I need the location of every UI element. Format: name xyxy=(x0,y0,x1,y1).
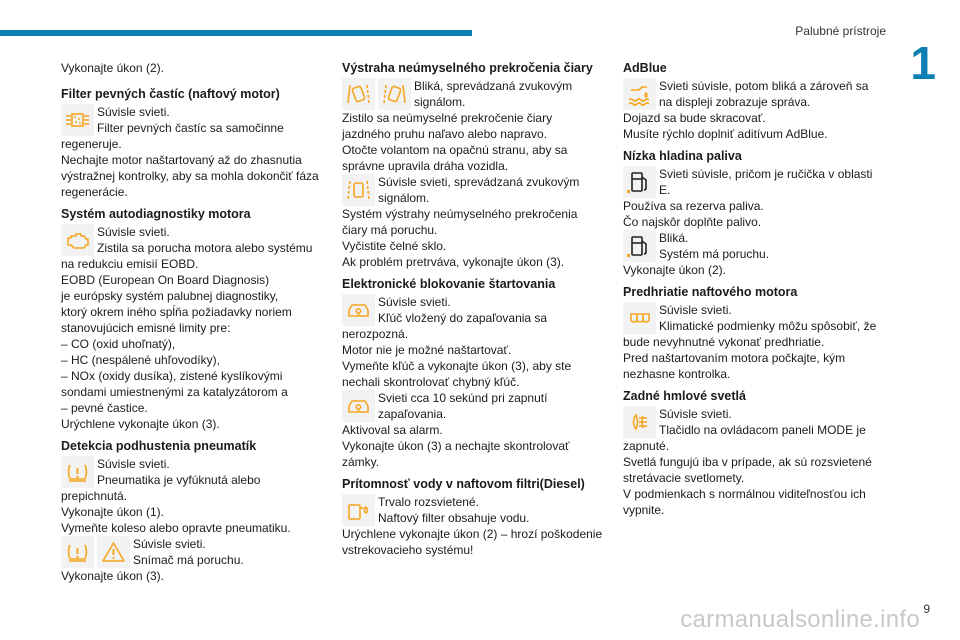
icon-line: Kľúč vložený do zapaľovania sa xyxy=(378,311,548,325)
body-text: – NOx (oxidy dusíka), zistené kyslíkovými xyxy=(61,369,283,383)
icon-line: Súvisle svieti. xyxy=(97,225,170,239)
body-text: správne upravila dráha vozidla. xyxy=(342,159,509,173)
body-text: Vymeňte koleso alebo opravte pneumatiku. xyxy=(61,521,291,535)
icon-row xyxy=(61,536,326,568)
icon-line: Súvisle svieti. xyxy=(133,537,206,551)
body-text: vstrekovacieho systému! xyxy=(342,543,474,557)
body-text: – CO (oxid uhoľnatý), xyxy=(61,337,176,351)
fuel-pump-icon xyxy=(623,166,656,198)
section-title: Filter pevných častíc (naftový motor) xyxy=(61,87,280,101)
icon-line: signálom. xyxy=(414,95,466,109)
body-text: Otočte volantom na opačnú stranu, aby sa xyxy=(342,143,568,157)
body-text: stretávacie svetlomety. xyxy=(623,471,745,485)
icon-line: Súvisle svieti. xyxy=(378,295,451,309)
preheating-icon xyxy=(623,302,656,334)
icon-row xyxy=(342,294,607,326)
icon-line: Súvisle svieti. xyxy=(659,407,732,421)
tyre-pressure-icon xyxy=(61,456,94,488)
body-text: Vykonajte úkon (1). xyxy=(61,505,164,519)
section-title: Nízka hladina paliva xyxy=(623,149,742,163)
body-text: Systém výstrahy neúmyselného prekročenia xyxy=(342,207,578,221)
icon-line: Tlačidlo na ovládacom paneli MODE je xyxy=(659,423,866,437)
icon-line: Snímač má poruchu. xyxy=(133,553,244,567)
icon-row xyxy=(342,78,607,110)
icon-line: Bliká, sprevádzaná zvukovým xyxy=(414,79,573,93)
icon-line: zapaľovania. xyxy=(378,407,447,421)
icon-line: Súvisle svieti. xyxy=(659,303,732,317)
body-text: Vykonajte úkon (2). xyxy=(623,263,726,277)
icon-line: Zistila sa porucha motora alebo systému xyxy=(97,241,313,255)
icon-row xyxy=(342,174,607,206)
body-text: Svetlá fungujú iba v prípade, ak sú rozsvietené xyxy=(623,455,872,469)
water-in-fuel-icon xyxy=(342,494,375,526)
adblue-icon xyxy=(623,78,656,110)
icon-line: Bliká. xyxy=(659,231,689,245)
section-title: Zadné hmlové svetlá xyxy=(623,389,746,403)
body-text: Nechajte motor naštartovaný až do zhasnutia xyxy=(61,153,302,167)
body-text: ktorý okrem iného spĺňa požiadavky noriem xyxy=(61,305,292,319)
body-text: Dojazd sa bude skracovať. xyxy=(623,111,766,125)
fuel-pump-icon xyxy=(623,230,656,262)
body-text: výstražnej kontrolky, aby sa mohla dokončiť fáza xyxy=(61,169,319,183)
icon-line: signálom. xyxy=(378,191,430,205)
icon-line: Svieti cca 10 sekúnd pri zapnutí xyxy=(378,391,548,405)
icon-row xyxy=(61,104,326,136)
body-text: Vymeňte kľúč a vykonajte úkon (3), aby ste xyxy=(342,359,572,373)
body-text: Ak problém pretrváva, vykonajte úkon (3). xyxy=(342,255,565,269)
icon-row xyxy=(61,456,326,488)
icon-line: Trvalo rozsvietené. xyxy=(378,495,479,509)
icon-row xyxy=(623,406,888,438)
icon-line: na displeji zobrazuje správa. xyxy=(659,95,811,109)
icon-row xyxy=(342,494,607,526)
body-text: – HC (nespálené uhľovodíky), xyxy=(61,353,220,367)
body-text: vypnite. xyxy=(623,503,665,517)
section-title: Predhriatie naftového motora xyxy=(623,285,798,299)
warning-triangle-icon xyxy=(97,536,130,568)
icon-line: Súvisle svieti. xyxy=(97,105,170,119)
body-text: jazdného pruhu naľavo alebo napravo. xyxy=(342,127,547,141)
body-text: regeneruje. xyxy=(61,137,122,151)
watermark-text: carmanualsonline.info xyxy=(680,606,920,633)
body-text: sondami umiestnenými za katalyzátorom a xyxy=(61,385,288,399)
icon-line: Súvisle svieti. xyxy=(97,457,170,471)
body-text: na redukciu emisií EOBD. xyxy=(61,257,199,271)
icon-line: Súvisle svieti, sprevádzaná zvukovým xyxy=(378,175,580,189)
page-header-title: Palubné prístroje xyxy=(795,24,886,38)
body-text: stanovujúcich emisné limity pre: xyxy=(61,321,231,335)
body-text: bude nevyhnutné vykonať predhriatie. xyxy=(623,335,825,349)
body-text: Motor nie je možné naštartovať. xyxy=(342,343,512,357)
body-text: Vykonajte úkon (3). xyxy=(61,569,164,583)
body-text: nechali skontrolovať chybný kľúč. xyxy=(342,375,520,389)
lane-departure-icon xyxy=(378,78,411,110)
body-text: zámky. xyxy=(342,455,380,469)
immobiliser-key-icon xyxy=(342,294,375,326)
body-text: V podmienkach s normálnou viditeľnosťou ich xyxy=(623,487,866,501)
icon-row xyxy=(342,390,607,422)
icon-row xyxy=(623,230,888,262)
icon-line: Naftový filter obsahuje vodu. xyxy=(378,511,530,525)
page-number: 9 xyxy=(923,602,930,616)
icon-line: Pneumatika je vyfúknutá alebo xyxy=(97,473,261,487)
body-text: Zistilo sa neúmyselné prekročenie čiary xyxy=(342,111,553,125)
icon-row xyxy=(623,78,888,110)
icon-line: Svieti súvisle, potom bliká a zároveň sa xyxy=(659,79,869,93)
section-title: Elektronické blokovanie štartovania xyxy=(342,277,556,291)
body-text: Urýchlene vykonajte úkon (2) – hrozí poškodenie xyxy=(342,527,603,541)
section-title: Výstraha neúmyselného prekročenia čiary xyxy=(342,61,593,75)
icon-row xyxy=(623,166,888,198)
body-text: regenerácie. xyxy=(61,185,128,199)
body-text: čiary má poruchu. xyxy=(342,223,438,237)
section-title: Prítomnosť vody v naftovom filtri(Diesel) xyxy=(342,477,585,491)
body-text: nerozpozná. xyxy=(342,327,409,341)
icon-line: Systém má poruchu. xyxy=(659,247,770,261)
body-text: nezhasne kontrolka. xyxy=(623,367,731,381)
engine-icon xyxy=(61,224,94,256)
body-text: Vyčistite čelné sklo. xyxy=(342,239,447,253)
icon-line: Filter pevných častíc sa samočinne xyxy=(97,121,284,135)
particle-filter-icon xyxy=(61,104,94,136)
body-text: Musíte rýchlo doplniť aditívum AdBlue. xyxy=(623,127,828,141)
icon-line: Svieti súvisle, pričom je ručička v oblasti xyxy=(659,167,873,181)
body-text: je európsky systém palubnej diagnostiky, xyxy=(61,289,279,303)
section-title: Detekcia podhustenia pneumatík xyxy=(61,439,257,453)
icon-row xyxy=(623,302,888,334)
body-text: Vykonajte úkon (3) a nechajte skontrolovať xyxy=(342,439,570,453)
icon-line: E. xyxy=(659,183,671,197)
section-title: Systém autodiagnostiky motora xyxy=(61,207,251,221)
body-text: Pred naštartovaním motora počkajte, kým xyxy=(623,351,846,365)
rear-fog-icon xyxy=(623,406,656,438)
column-1 xyxy=(61,60,326,584)
body-text: Používa sa rezerva paliva. xyxy=(623,199,764,213)
immobiliser-key-icon xyxy=(342,390,375,422)
body-text: Čo najskôr doplňte palivo. xyxy=(623,215,762,229)
chapter-number: 1 xyxy=(910,37,936,89)
tyre-pressure-icon xyxy=(61,536,94,568)
icon-row xyxy=(61,224,326,256)
icon-line: Klimatické podmienky môžu spôsobiť, že xyxy=(659,319,877,333)
body-text: EOBD (European On Board Diagnosis) xyxy=(61,273,270,287)
body-text: – pevné častice. xyxy=(61,401,148,415)
header-accent-bar xyxy=(0,30,472,36)
column-3 xyxy=(623,60,888,518)
lane-departure-icon xyxy=(342,78,375,110)
column-2 xyxy=(342,60,607,558)
body-text: prepichnutá. xyxy=(61,489,128,503)
section-title: AdBlue xyxy=(623,61,667,75)
body-text: Urýchlene vykonajte úkon (3). xyxy=(61,417,220,431)
lane-departure-icon xyxy=(342,174,375,206)
body-text: zapnuté. xyxy=(623,439,670,453)
intro-text: Vykonajte úkon (2). xyxy=(61,61,164,75)
body-text: Aktivoval sa alarm. xyxy=(342,423,443,437)
